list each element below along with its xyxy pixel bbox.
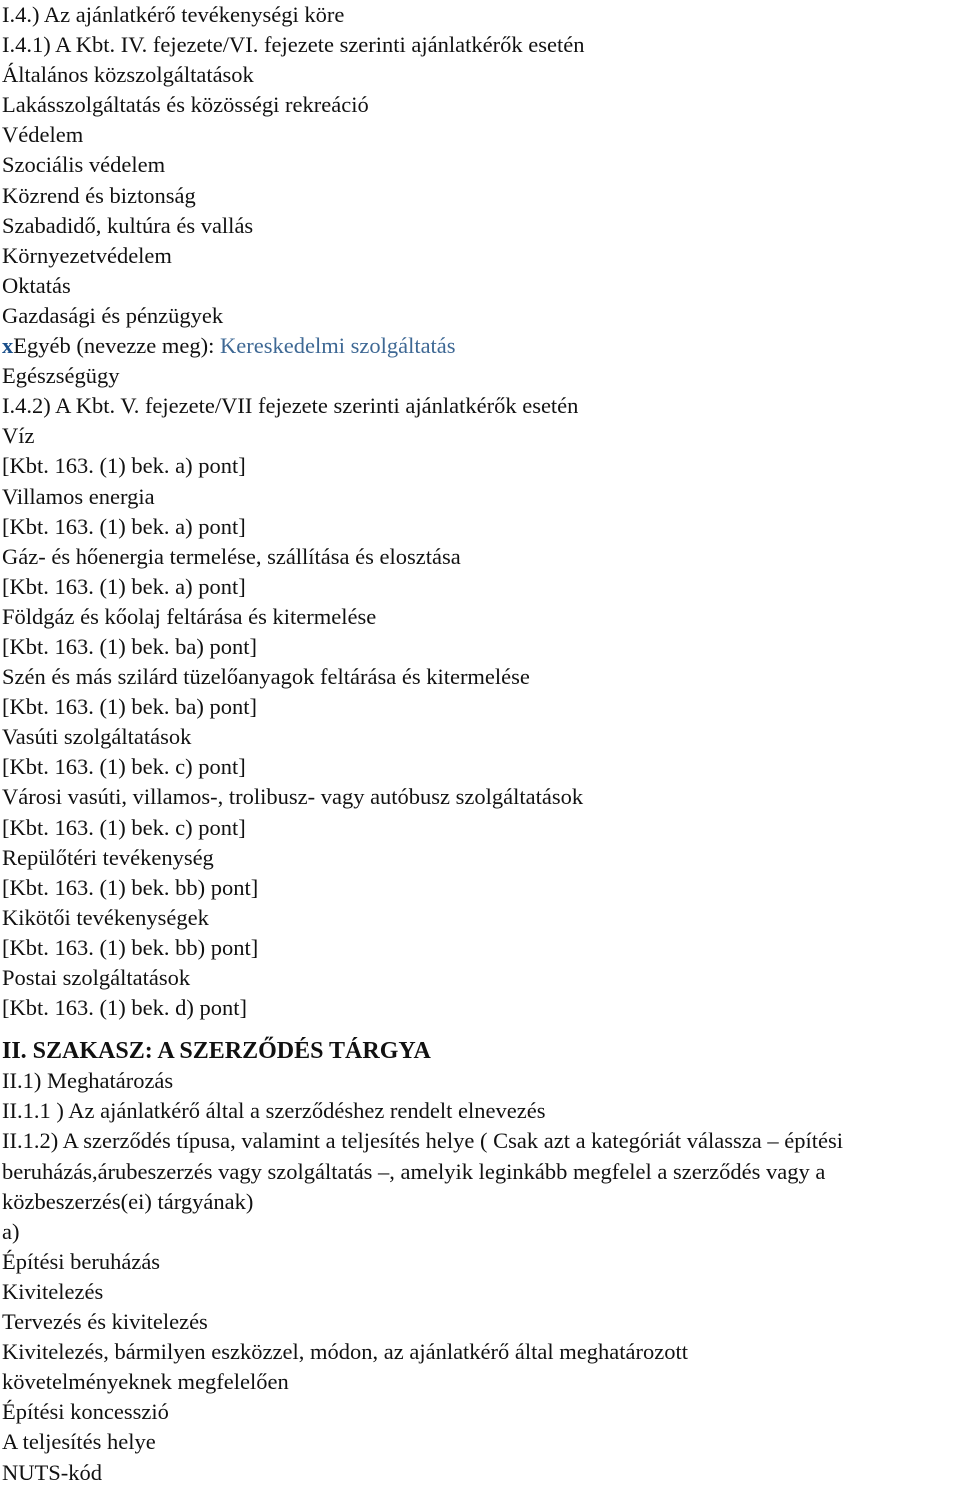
subsection-title: II.1.1 ) Az ajánlatkérő által a szerződéshez rendelt elnevezés — [2, 1098, 546, 1124]
legal-reference: [Kbt. 163. (1) bek. ba) pont] — [2, 694, 257, 720]
legal-reference: [Kbt. 163. (1) bek. c) pont] — [2, 814, 246, 840]
utility-item: Villamos energia — [2, 483, 155, 509]
activity-item: Lakásszolgáltatás és közösségi rekreáció — [2, 92, 369, 118]
activity-item: Szociális védelem — [2, 152, 166, 178]
utility-item: Repülőtéri tevékenység — [2, 844, 214, 870]
activity-item: Szabadidő, kultúra és vallás — [2, 212, 254, 238]
contract-item: NUTS-kód — [2, 1459, 102, 1485]
utility-item: Városi vasúti, villamos-, trolibusz- vagy autóbusz szolgáltatások — [2, 784, 584, 810]
utility-item: Víz — [2, 423, 35, 449]
section-heading: II. SZAKASZ: A SZERZŐDÉS TÁRGYA — [2, 1038, 431, 1065]
contract-type-paragraph: II.1.2) A szerződés típusa, valamint a teljesítés helye ( Csak azt a kategóriát válassza – építési beruházás,árubeszerzés vagy szolgáltatás –, amelyik leginkább megfelel a szerződés vagy a közbeszerzés(ei) tárgyának) — [2, 1128, 843, 1214]
activity-item: Általános közszolgáltatások — [2, 62, 254, 88]
activity-item-other — [2, 331, 960, 361]
legal-reference: [Kbt. 163. (1) bek. bb) pont] — [2, 874, 259, 900]
legal-reference: [Kbt. 163. (1) bek. bb) pont] — [2, 934, 259, 960]
activity-item: Oktatás — [2, 272, 71, 298]
contract-item: Építési koncesszió — [2, 1399, 169, 1425]
utility-item: Szén és más szilárd tüzelőanyagok feltárása és kitermelése — [2, 664, 530, 690]
activity-item: Gazdasági és pénzügyek — [2, 302, 224, 328]
contract-item: A teljesítés helye — [2, 1429, 156, 1455]
activity-item: Egészségügy — [2, 363, 120, 389]
legal-reference: [Kbt. 163. (1) bek. c) pont] — [2, 754, 246, 780]
other-value: Kereskedelmi szolgáltatás — [220, 333, 456, 359]
utility-item: Postai szolgáltatások — [2, 965, 191, 990]
option-label: a) — [2, 1218, 20, 1244]
contract-item: Építési beruházás — [2, 1248, 161, 1274]
contract-item: Kivitelezés — [2, 1278, 104, 1304]
utility-item: Gáz- és hőenergia termelése, szállítása és elosztása — [2, 543, 461, 569]
contract-item: Kivitelezés, bármilyen eszközzel, módon, az ajánlatkérő által meghatározott követelményeknek megfelelően — [2, 1339, 688, 1395]
legal-reference: [Kbt. 163. (1) bek. d) pont] — [2, 995, 247, 1021]
contract-item: Tervezés és kivitelezés — [2, 1309, 208, 1335]
other-label: Egyéb (nevezze meg): — [13, 333, 221, 359]
legal-reference: [Kbt. 163. (1) bek. a) pont] — [2, 573, 246, 599]
utility-item: Földgáz és kőolaj feltárása és kitermelése — [2, 603, 377, 629]
activity-item: Védelem — [2, 122, 84, 148]
utility-item: Kikötői tevékenységek — [2, 904, 209, 930]
utility-item: Vasúti szolgáltatások — [2, 724, 192, 750]
legal-reference: [Kbt. 163. (1) bek. ba) pont] — [2, 633, 257, 659]
checkbox-mark: x — [2, 333, 14, 359]
activity-item: Közrend és biztonság — [2, 182, 196, 208]
subsection-title: II.1) Meghatározás — [2, 1068, 174, 1094]
activity-item: Környezetvédelem — [2, 242, 172, 268]
legal-reference: [Kbt. 163. (1) bek. a) pont] — [2, 453, 246, 479]
subsection-title: I.4.1) A Kbt. IV. fejezete/VI. fejezete szerinti ajánlatkérők esetén — [2, 32, 585, 58]
section-title: I.4.) Az ajánlatkérő tevékenységi köre — [2, 2, 345, 27]
legal-reference: [Kbt. 163. (1) bek. a) pont] — [2, 513, 246, 539]
subsection-title: I.4.2) A Kbt. V. fejezete/VII fejezete szerinti ajánlatkérők esetén — [2, 393, 579, 419]
